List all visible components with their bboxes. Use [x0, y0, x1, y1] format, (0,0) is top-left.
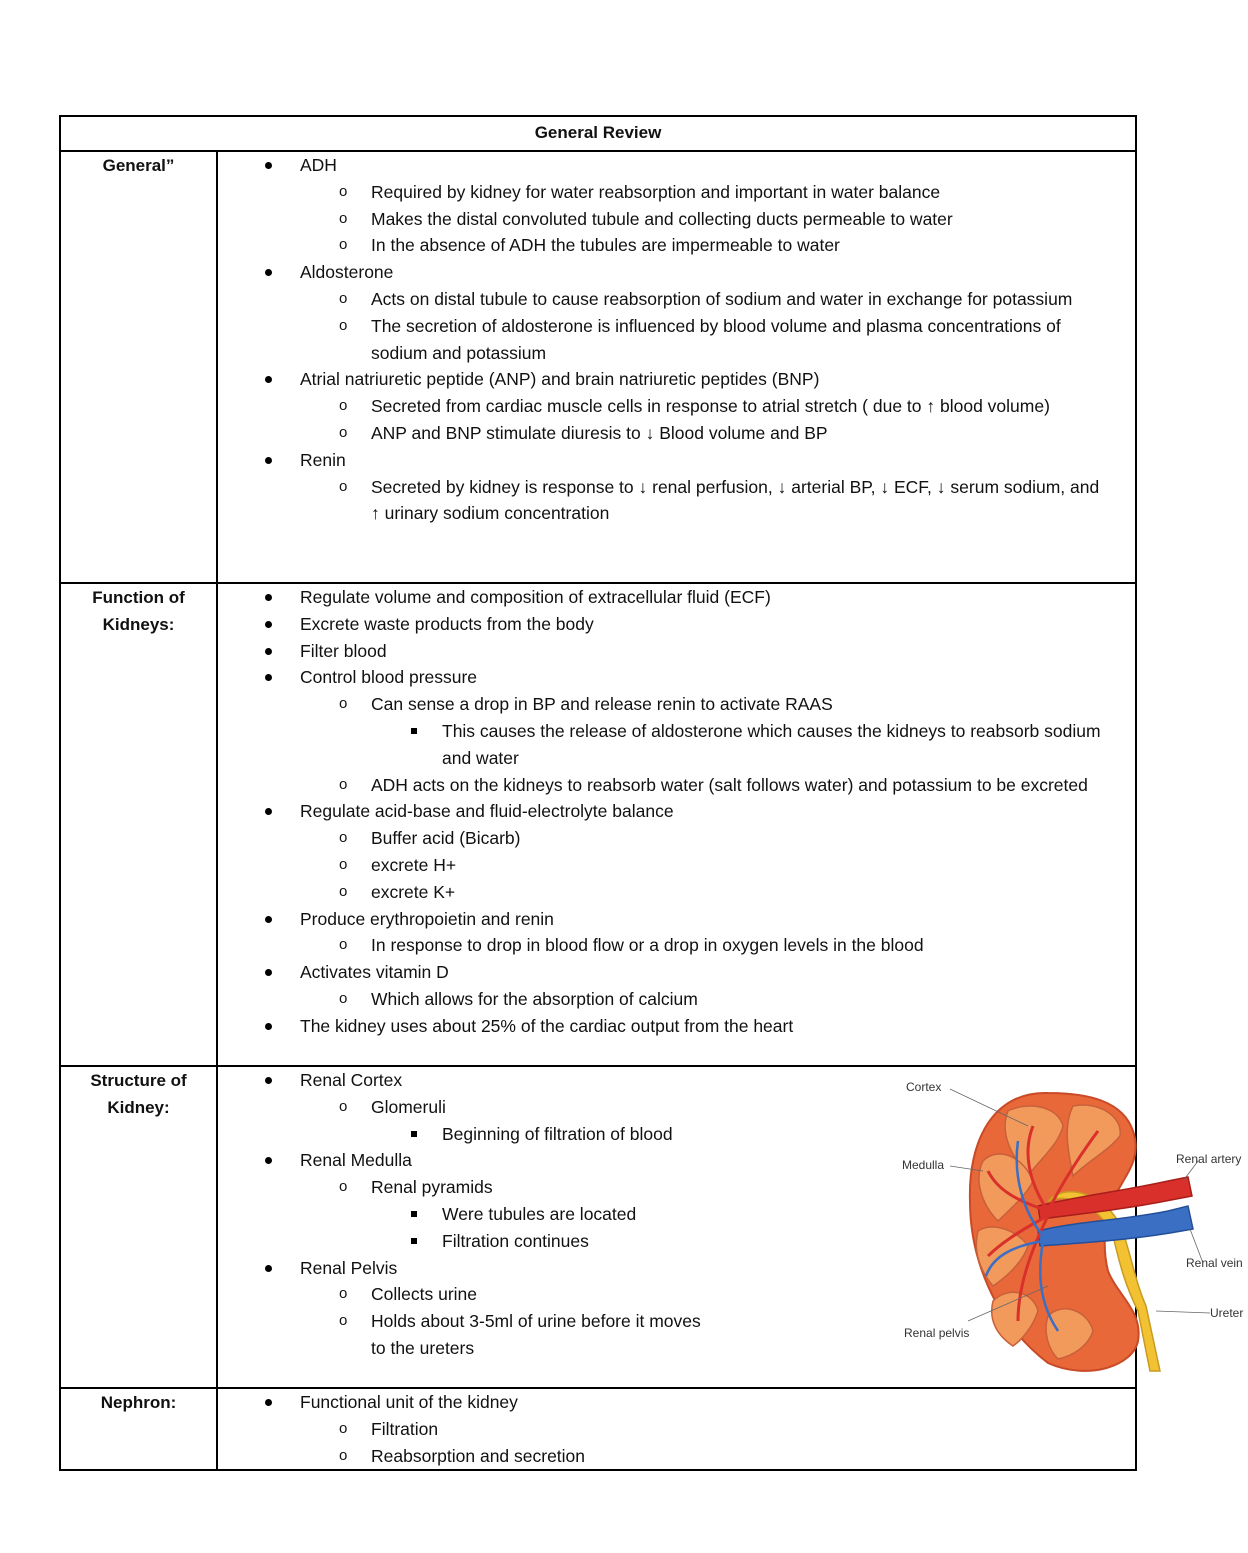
bullet-icon	[265, 1023, 272, 1030]
list-item-text: Secreted by kidney is response to ↓ renal perfusion, ↓ arterial BP, ↓ ECF, ↓ serum sodium, and ↑ urinary sodium concentration	[371, 476, 1100, 524]
bullet-icon	[265, 457, 272, 464]
circle-bullet-icon: o	[339, 829, 348, 847]
list-item-text: Glomeruli	[371, 1096, 446, 1117]
list-item	[300, 638, 1107, 665]
table-row-structure-of-kidney	[60, 1066, 1136, 1388]
list-item	[339, 313, 1105, 367]
circle-bullet-icon: o	[339, 989, 348, 1007]
list-item	[442, 718, 1107, 772]
square-bullet-icon	[411, 1131, 417, 1137]
bullet-icon	[265, 916, 272, 923]
list-item-text: Produce erythropoietin and renin	[300, 908, 554, 929]
list-item-text: Functional unit of the kidney	[300, 1392, 518, 1412]
row-label-text: Function of Kidneys:	[92, 588, 185, 634]
list-item-text: Buffer acid (Bicarb)	[371, 828, 521, 849]
list-item	[442, 1228, 718, 1255]
list-item-text: The kidney uses about 25% of the cardiac output from the heart	[300, 1015, 794, 1036]
bullet-icon	[265, 1265, 272, 1272]
list-item	[339, 691, 1107, 718]
table-row-general	[60, 151, 1136, 583]
circle-bullet-icon: o	[339, 316, 348, 334]
bullet-icon	[265, 269, 272, 276]
bullet-icon	[265, 1157, 272, 1164]
list-item	[442, 1201, 718, 1228]
list-item-text: Filter blood	[300, 640, 387, 661]
circle-bullet-icon: o	[339, 209, 348, 227]
square-bullet-icon	[411, 1238, 417, 1244]
list-item	[300, 584, 1107, 611]
list-item-text: Beginning of filtration of blood	[442, 1123, 673, 1144]
list-item	[300, 1013, 1107, 1040]
list-item	[339, 206, 1105, 233]
circle-bullet-icon: o	[339, 1312, 348, 1330]
list-item	[300, 1147, 718, 1174]
list-item-text: Excrete waste products from the body	[300, 613, 594, 634]
figure-label-renal-pelvis: Renal pelvis	[904, 1326, 970, 1340]
table-row-function-of-kidneys	[60, 583, 1136, 1066]
list-item	[339, 420, 1105, 447]
list-item	[339, 393, 1105, 420]
circle-bullet-icon: o	[339, 289, 348, 307]
list-item-text: Which allows for the absorption of calcium	[371, 988, 698, 1009]
list-item-text: Renal Pelvis	[300, 1257, 398, 1278]
list-item	[339, 825, 1107, 852]
list-item-text: excrete H+	[371, 854, 457, 875]
table-row-nephron	[60, 1388, 1136, 1470]
list-item-text: Holds about 3-5ml of urine before it moves to the ureters	[371, 1311, 701, 1358]
list-item-text: Were tubules are located	[442, 1203, 637, 1224]
general-review-table	[59, 115, 1244, 1471]
list-item-text: Regulate acid-base and fluid-electrolyte balance	[300, 801, 674, 822]
list-item-text: Can sense a drop in BP and release renin to activate RAAS	[371, 694, 833, 715]
list-item	[300, 611, 1107, 638]
list-item-text: Reabsorption and secretion	[371, 1445, 586, 1466]
square-bullet-icon	[411, 728, 417, 734]
list-item	[300, 152, 1105, 179]
list-item	[442, 1121, 718, 1148]
list-item	[339, 1281, 718, 1308]
list-item-text: Renin	[300, 449, 346, 470]
list-item-text: excrete K+	[371, 881, 456, 902]
list-item	[300, 798, 1107, 825]
list-item	[339, 772, 1107, 799]
list-item	[339, 232, 1105, 259]
circle-bullet-icon: o	[339, 936, 348, 954]
list-item	[339, 1174, 718, 1201]
list-item-text: Required by kidney for water reabsorption and important in water balance	[371, 181, 941, 202]
row-content-structure	[217, 1066, 1244, 1388]
list-item-text: Aldosterone	[300, 262, 394, 283]
list	[61, 584, 1135, 1040]
figure-label-cortex: Cortex	[906, 1080, 942, 1094]
circle-bullet-icon: o	[339, 182, 348, 200]
list-item	[339, 179, 1105, 206]
list-item	[339, 932, 1107, 959]
bullet-icon	[265, 162, 272, 169]
list-item	[300, 1255, 718, 1282]
list-item	[339, 879, 1107, 906]
list-item	[339, 986, 1107, 1013]
list-item	[300, 447, 1105, 474]
circle-bullet-icon: o	[339, 1178, 348, 1196]
row-content-nephron	[217, 1388, 1136, 1470]
bullet-icon	[265, 674, 272, 681]
row-label-text: Structure of Kidney:	[90, 1071, 187, 1117]
list-item-text: This causes the release of aldosterone which causes the kidneys to reabsorb sodium and water	[442, 720, 1101, 768]
bullet-icon	[265, 969, 272, 976]
list-item-text: Atrial natriuretic peptide (ANP) and brain natriuretic peptides (BNP)	[300, 369, 820, 390]
list-item-text: Regulate volume and composition of extracellular fluid (ECF)	[300, 587, 771, 607]
list-item-text: Renal Cortex	[300, 1070, 403, 1090]
figure-label-medulla: Medulla	[902, 1158, 945, 1172]
row-content-general	[217, 151, 1136, 583]
square-bullet-icon	[411, 1211, 417, 1217]
circle-bullet-icon: o	[339, 855, 348, 873]
list-item	[339, 286, 1105, 313]
list-item-text: Renal Medulla	[300, 1150, 412, 1171]
list-item	[339, 852, 1107, 879]
list-item-text: In the absence of ADH the tubules are impermeable to water	[371, 235, 840, 256]
list-item-text: Collects urine	[371, 1284, 478, 1305]
bullet-icon	[265, 1077, 272, 1084]
bullet-icon	[265, 808, 272, 815]
bullet-icon	[265, 594, 272, 601]
circle-bullet-icon: o	[339, 397, 348, 415]
row-label-text: General”	[102, 156, 175, 175]
circle-bullet-icon: o	[339, 1419, 348, 1437]
list-item	[339, 1094, 718, 1121]
circle-bullet-icon: o	[339, 775, 348, 793]
list-item-text: Makes the distal convoluted tubule and collecting ducts permeable to water	[371, 208, 953, 229]
list-item-text: Activates vitamin D	[300, 962, 449, 983]
list-item-text: ADH	[300, 155, 337, 175]
list-item-text: Secreted from cardiac muscle cells in response to atrial stretch ( due to ↑ blood volume)	[371, 396, 1050, 417]
list-item	[300, 366, 1105, 393]
list-item	[339, 474, 1105, 528]
list-item-text: In response to drop in blood flow or a drop in oxygen levels in the blood	[371, 935, 924, 956]
kidney-anatomy-diagram	[898, 1081, 1248, 1371]
figure-label-renal-vein: Renal vein	[1186, 1256, 1243, 1270]
row-content-function	[217, 583, 1136, 1066]
table-title: General Review	[60, 116, 1136, 151]
figure-label-ureter: Ureter	[1210, 1306, 1244, 1320]
list-item-text: Filtration	[371, 1418, 439, 1439]
row-label-text: Nephron:	[100, 1393, 177, 1412]
list-item-text: ADH acts on the kidneys to reabsorb water (salt follows water) and potassium to be excreted	[371, 774, 1088, 795]
list-item-text: The secretion of aldosterone is influenced by blood volume and plasma concentrations of sodium and potassium	[371, 315, 1061, 363]
circle-bullet-icon: o	[339, 1285, 348, 1303]
list-item	[300, 259, 1105, 286]
bullet-icon	[265, 376, 272, 383]
list	[61, 1067, 718, 1362]
bullet-icon	[265, 1399, 272, 1406]
circle-bullet-icon: o	[339, 477, 348, 495]
figure-label-renal-artery: Renal artery	[1176, 1152, 1242, 1166]
list-item-text: Renal pyramids	[371, 1177, 493, 1198]
list-item	[300, 959, 1107, 986]
list-item-text: ANP and BNP stimulate diuresis to ↓ Blood volume and BP	[371, 422, 828, 443]
circle-bullet-icon: o	[339, 1097, 348, 1115]
list-item	[300, 1067, 718, 1094]
list-item	[339, 1308, 718, 1362]
circle-bullet-icon: o	[339, 882, 348, 900]
circle-bullet-icon: o	[339, 236, 348, 254]
bullet-icon	[265, 648, 272, 655]
list-item	[300, 906, 1107, 933]
list-item	[339, 1443, 1135, 1470]
list	[61, 1389, 1135, 1469]
circle-bullet-icon: o	[339, 423, 348, 441]
bullet-icon	[265, 621, 272, 628]
list-item	[300, 1389, 1135, 1416]
circle-bullet-icon: o	[339, 695, 348, 713]
list-item	[300, 664, 1107, 691]
circle-bullet-icon: o	[339, 1446, 348, 1464]
list-item-text: Control blood pressure	[300, 667, 478, 688]
list-item-text: Acts on distal tubule to cause reabsorption of sodium and water in exchange for potassium	[371, 288, 1073, 309]
list-item-text: Filtration continues	[442, 1230, 589, 1251]
list	[61, 152, 1135, 527]
list-item	[339, 1416, 1135, 1443]
